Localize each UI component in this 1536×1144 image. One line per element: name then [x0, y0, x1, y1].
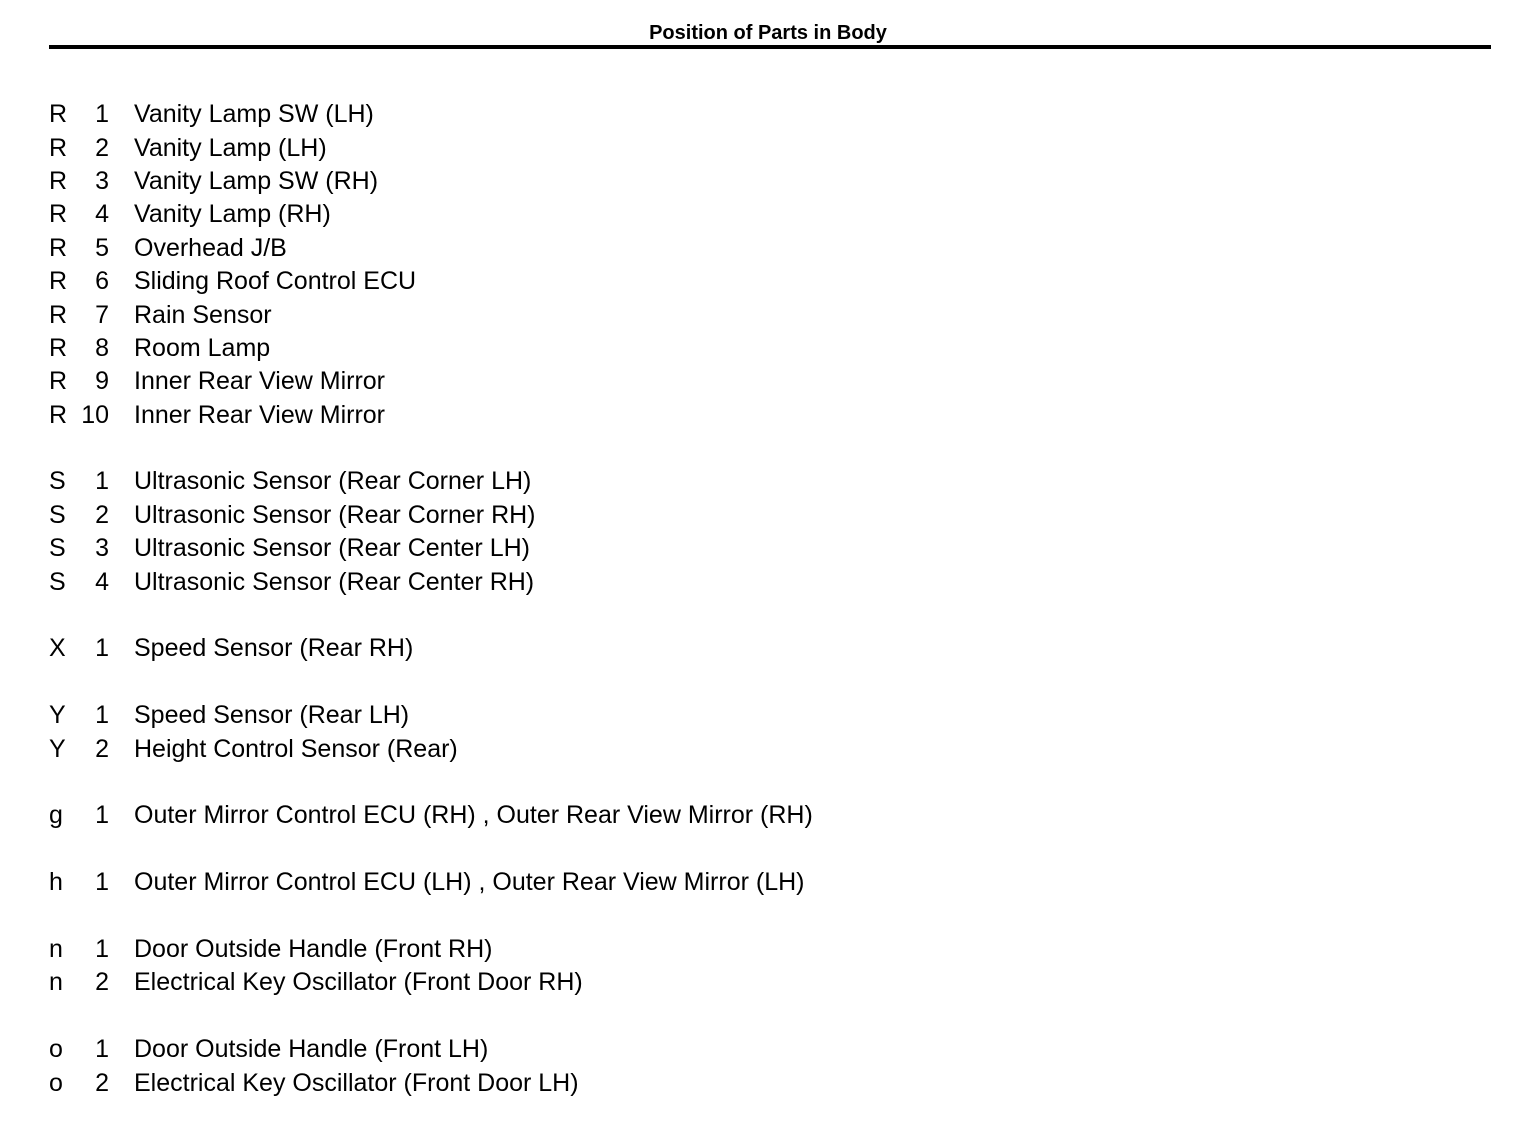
- part-number: 4: [95, 200, 109, 229]
- part-letter: R: [49, 133, 68, 162]
- part-row: [49, 198, 949, 231]
- part-row: [49, 732, 949, 765]
- part-row: [49, 98, 949, 131]
- title-divider: [49, 45, 1491, 49]
- part-group: [49, 799, 949, 832]
- part-group: [49, 1033, 949, 1100]
- part-description: Ultrasonic Sensor (Rear Corner LH): [134, 467, 532, 496]
- part-number: 1: [95, 634, 109, 663]
- part-number: 3: [95, 166, 109, 195]
- part-row: [49, 699, 949, 732]
- part-letter: R: [49, 367, 68, 396]
- part-row: [49, 933, 949, 966]
- part-number: 4: [95, 567, 109, 596]
- part-letter: S: [49, 467, 66, 496]
- page-title: Position of Parts in Body: [649, 22, 887, 44]
- part-group: [49, 465, 949, 599]
- part-number: 2: [95, 133, 109, 162]
- part-row: [49, 499, 949, 532]
- part-letter: S: [49, 567, 66, 596]
- part-letter: R: [49, 333, 68, 362]
- part-description: Inner Rear View Mirror: [134, 400, 386, 429]
- part-row: [49, 1066, 949, 1099]
- part-description: Room Lamp: [134, 333, 271, 362]
- part-number: 2: [95, 968, 109, 997]
- part-description: Electrical Key Oscillator (Front Door RH): [134, 968, 583, 997]
- part-row: [49, 966, 949, 999]
- part-letter: Y: [49, 734, 66, 763]
- part-description: Outer Mirror Control ECU (RH) , Outer Rear View Mirror (RH): [134, 801, 813, 830]
- part-description: Ultrasonic Sensor (Rear Center LH): [134, 534, 530, 563]
- part-row: [49, 1033, 949, 1066]
- part-row: [49, 399, 949, 432]
- part-description: Height Control Sensor (Rear): [134, 734, 458, 763]
- part-number: 1: [95, 467, 109, 496]
- part-number: 1: [95, 100, 109, 129]
- parts-list: [49, 98, 949, 1133]
- part-letter: R: [49, 233, 68, 262]
- part-number: 9: [95, 367, 109, 396]
- part-number: 8: [95, 333, 109, 362]
- part-description: Outer Mirror Control ECU (LH) , Outer Rear View Mirror (LH): [134, 868, 805, 897]
- part-row: [49, 465, 949, 498]
- part-group: [49, 632, 949, 665]
- part-number: 7: [95, 300, 109, 329]
- part-letter: g: [49, 801, 63, 830]
- part-number: 1: [95, 934, 109, 963]
- part-letter: o: [49, 1035, 63, 1064]
- part-row: [49, 298, 949, 331]
- part-number: 3: [95, 534, 109, 563]
- part-letter: S: [49, 500, 66, 529]
- part-number: 1: [95, 801, 109, 830]
- part-letter: R: [49, 166, 68, 195]
- part-letter: o: [49, 1068, 63, 1097]
- part-letter: n: [49, 968, 63, 997]
- part-description: Speed Sensor (Rear LH): [134, 701, 410, 730]
- part-letter: X: [49, 634, 66, 663]
- part-description: Rain Sensor: [134, 300, 272, 329]
- part-number: 1: [95, 868, 109, 897]
- part-description: Vanity Lamp SW (RH): [134, 166, 379, 195]
- part-row: [49, 232, 949, 265]
- part-row: [49, 365, 949, 398]
- part-group: [49, 98, 949, 432]
- part-row: [49, 131, 949, 164]
- part-row: [49, 532, 949, 565]
- part-description: Door Outside Handle (Front LH): [134, 1035, 489, 1064]
- part-description: Sliding Roof Control ECU: [134, 267, 417, 296]
- part-row: [49, 265, 949, 298]
- part-group: [49, 933, 949, 1000]
- part-letter: n: [49, 934, 63, 963]
- part-number: 2: [95, 734, 109, 763]
- part-row: [49, 165, 949, 198]
- part-number: 1: [95, 1035, 109, 1064]
- part-letter: R: [49, 267, 68, 296]
- part-number: 2: [95, 1068, 109, 1097]
- part-letter: R: [49, 400, 68, 429]
- part-description: Door Outside Handle (Front RH): [134, 934, 493, 963]
- part-row: [49, 565, 949, 598]
- part-row: [49, 332, 949, 365]
- part-number: 1: [95, 701, 109, 730]
- part-group: [49, 699, 949, 766]
- part-row: [49, 866, 949, 899]
- part-description: Vanity Lamp (LH): [134, 133, 327, 162]
- part-description: Speed Sensor (Rear RH): [134, 634, 414, 663]
- part-letter: Y: [49, 701, 66, 730]
- part-description: Ultrasonic Sensor (Rear Corner RH): [134, 500, 536, 529]
- part-letter: R: [49, 200, 68, 229]
- part-letter: R: [49, 100, 68, 129]
- part-number: 2: [95, 500, 109, 529]
- part-row: [49, 632, 949, 665]
- part-letter: R: [49, 300, 68, 329]
- part-row: [49, 799, 949, 832]
- part-description: Electrical Key Oscillator (Front Door LH): [134, 1068, 579, 1097]
- part-description: Ultrasonic Sensor (Rear Center RH): [134, 567, 535, 596]
- part-letter: h: [49, 868, 63, 897]
- part-number: 6: [95, 267, 109, 296]
- part-description: Overhead J/B: [134, 233, 287, 262]
- part-group: [49, 866, 949, 899]
- part-description: Inner Rear View Mirror: [134, 367, 386, 396]
- part-number: 5: [95, 233, 109, 262]
- part-description: Vanity Lamp SW (LH): [134, 100, 374, 129]
- part-number: 10: [81, 400, 109, 429]
- part-description: Vanity Lamp (RH): [134, 200, 331, 229]
- part-letter: S: [49, 534, 66, 563]
